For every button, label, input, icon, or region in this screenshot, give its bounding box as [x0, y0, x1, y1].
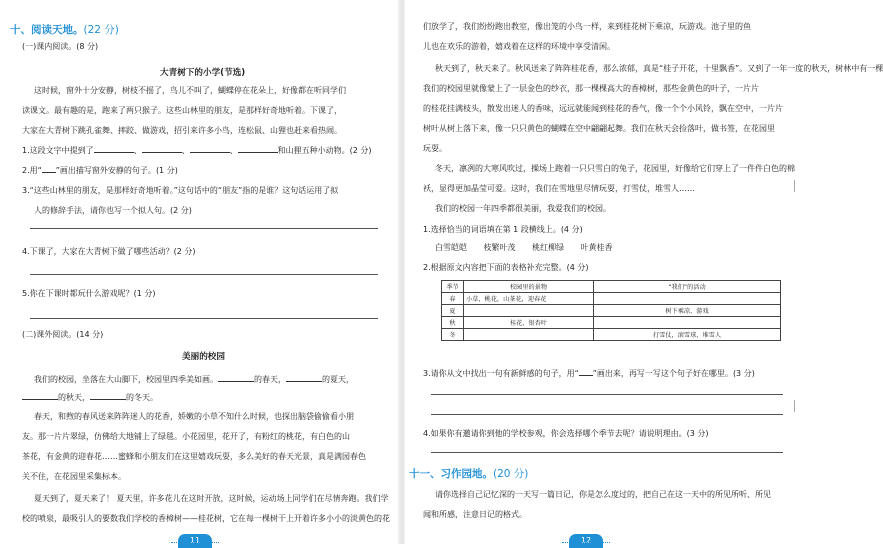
answer-blank[interactable]	[90, 392, 126, 400]
q3-text: 3.“这些山林里的朋友，是那样好奇地听着。”这句话中的“朋友”指的是谁？这句话运用了拟	[22, 186, 339, 195]
season-cell: 春	[442, 293, 464, 305]
wavy-line-sample	[42, 165, 56, 173]
answer-line[interactable]	[30, 274, 378, 275]
word-option: 枝繁叶茂	[483, 243, 516, 252]
q5-points: (1 分)	[133, 289, 156, 298]
table-row	[442, 329, 781, 341]
answer-line[interactable]	[431, 394, 783, 395]
section-11-title: 十一、习作园地。	[409, 468, 493, 480]
passage2-line: 夏天到了，夏天来了！ 夏天里，许多花儿在这时开放，这时候，运动场上同学们在尽情奔跑。我们学	[34, 494, 389, 503]
rq4-text: 4.如果你有邀请你到他的学校参观，你会选择哪个季节去呢？请说明理由。	[423, 429, 687, 438]
part1-header	[22, 42, 98, 52]
passage2-line: 树叶从树上落下来，像一只只黄色的蝴蝶在空中翩翩起舞。我们在秋天会捡落叶，做书签，在花园里	[423, 124, 775, 133]
right-page	[405, 0, 883, 545]
table-header: 季节	[442, 281, 464, 293]
word-option: 叶黄桂香	[580, 243, 613, 252]
scene-cell[interactable]	[464, 329, 594, 341]
table-header: 校园里的景物	[464, 281, 594, 293]
question-2	[22, 165, 178, 176]
passage2-line: 校的喷泉，最吸引人的要数我们学校的香樟树——桂花树，它在每一棵树干上开着许多小小的淡黄色的花	[22, 514, 390, 523]
answer-blank[interactable]	[142, 145, 182, 153]
activity-cell[interactable]	[594, 293, 781, 305]
part2-title: (二)课外阅读。	[22, 330, 77, 339]
question-r2	[423, 262, 589, 273]
season-cell: 冬	[442, 329, 464, 341]
passage2-title: 美丽的校园	[182, 352, 225, 362]
question-3-line-2	[34, 205, 192, 216]
writing-prompt-line: 请你选择自己记忆深的一天写一篇日记，你是怎么度过的，把自己在这一天中的所见所听、所见	[435, 490, 771, 499]
q2-text: 2.用“	[22, 166, 42, 175]
q4-text: 4.下课了，大家在大青树下做了哪些活动？	[22, 247, 174, 256]
intro-autumn: 的秋天，	[58, 393, 90, 402]
answer-blank[interactable]	[22, 392, 58, 400]
question-3-line-1	[22, 185, 338, 196]
q1-text: 1.这段文字中提到了	[22, 146, 94, 155]
q3-points: (2 分)	[170, 206, 192, 215]
season-table	[441, 280, 781, 341]
table-row	[442, 305, 781, 317]
passage2-line: 的桂花挂满枝头，散发出迷人的香味，远远就能闻到桂花的香气，像一个个小风铃，飘在空中，一片片	[423, 104, 783, 113]
passage2-line: 我们的校园一年四季都很美丽，我爱我们的校园。	[435, 204, 611, 213]
passage2-line: 我们的校园里就像蒙上了一层金色的纱衣，那一棵棵高大的香樟树，那些金黄色的叶子，一片片	[423, 84, 759, 93]
left-page	[0, 0, 400, 544]
passage2-line: 友。那一片片翠绿，仿佛给大地铺上了绿毯。小花园里，花开了，有粉红的桃花，有白色的山	[22, 432, 350, 441]
passage2-line: 们放学了，我们纷纷跑出教室，像出笼的小鸟一样，来到桂花树下乘凉，玩游戏。池子里的鱼	[423, 22, 751, 31]
activity-cell[interactable]	[594, 317, 781, 329]
intro-spring: 的春天，	[254, 375, 286, 384]
answer-line[interactable]	[30, 318, 378, 319]
season-cell: 夏	[442, 305, 464, 317]
intro-winter: 的冬天。	[126, 393, 158, 402]
activity-cell: 打雪仗，滚雪球，堆雪人	[594, 329, 781, 341]
rq3-text: 3.请你从文中找出一句有新鲜感的句子，用“	[423, 369, 579, 378]
wavy-line-sample	[579, 368, 593, 376]
word-option: 桃红柳绿	[532, 243, 565, 252]
passage2-line: 关不住，在花园里采集标本。	[22, 472, 126, 481]
intro-summer: 的夏天，	[322, 375, 354, 384]
passage1-line: 大家在大青树下跳孔雀舞、摔跤、做游戏，招引来许多小鸟，连松鼠、山狸也赶来看热闹。	[22, 126, 342, 135]
rq1-text: 1.选择恰当的词语填在第 1 段横线上。	[423, 225, 561, 234]
table-row	[442, 293, 781, 305]
passage2-intro-2	[22, 392, 158, 403]
part2-header	[22, 330, 103, 340]
page-number: 12	[569, 534, 603, 548]
passage2-line: 春天，和煦的春风送来阵阵迷人的花香，娇嫩的小草不知什么时候，也探出脑袋偷偷看小朋	[34, 412, 354, 421]
question-4	[22, 246, 196, 257]
q1-sep: 、	[181, 146, 190, 155]
passage2-line: 袄，显得更加晶莹可爱。这时，我们在雪地里尽情玩耍，打雪仗，堆雪人……	[423, 184, 695, 193]
q1-points: (2 分)	[349, 146, 372, 155]
section-11-points: (20 分)	[493, 468, 529, 480]
answer-line[interactable]	[30, 228, 378, 229]
q1-text-end: 和山狸五种小动物。	[277, 146, 350, 155]
q1-sep: 、	[133, 146, 142, 155]
answer-blank[interactable]	[218, 374, 254, 382]
answer-line[interactable]	[431, 452, 783, 453]
writing-prompt-line: 闻和所感，注意日记的格式。	[423, 510, 527, 519]
q4-points: (2 分)	[173, 247, 196, 256]
q5-text: 5.你在下课时都玩什么游戏呢？	[22, 289, 134, 298]
table-header: “我们”的活动	[594, 281, 781, 293]
q2-text-end: ”画出描写窗外安静的句子。	[55, 166, 156, 175]
q3-text-2: 人的修辞手法，请你也写一个拟人句。	[34, 206, 170, 215]
table-header-row	[442, 281, 781, 293]
page-number: 11	[178, 534, 212, 548]
question-r4	[423, 428, 709, 439]
passage2-line: 秋天到了，秋天来了。秋风送来了阵阵桂花香，那么浓郁，真是“桂子开花，十里飘香”。又到了一年一度的秋天，树林中有一棵	[435, 64, 883, 73]
scene-cell[interactable]	[464, 305, 594, 317]
season-cell: 秋	[442, 317, 464, 329]
passage2-line: 玩耍。	[423, 144, 447, 153]
question-r1	[423, 224, 583, 235]
table-row	[442, 317, 781, 329]
rq2-points: (4 分)	[566, 263, 589, 272]
question-5	[22, 288, 156, 299]
passage2-intro	[34, 374, 354, 385]
rq3-text-end: ”画出来，再写一写这个句子好在哪里。	[592, 369, 733, 378]
passage1-title: 大青树下的小学(节选)	[160, 68, 246, 78]
answer-blank[interactable]	[286, 374, 322, 382]
section-10-points: (22 分)	[83, 24, 119, 36]
word-options	[435, 242, 613, 253]
word-option: 白雪皑皑	[435, 243, 467, 252]
page-edge-mark	[794, 400, 798, 412]
part2-points: (14 分)	[76, 330, 104, 339]
scene-cell: 小草，桃花，山茶花，迎春花	[464, 293, 594, 305]
q2-points: (1 分)	[155, 166, 178, 175]
answer-line[interactable]	[431, 414, 783, 415]
answer-blank[interactable]	[94, 145, 134, 153]
answer-blank[interactable]	[190, 145, 230, 153]
activity-cell: 树下乘凉，游戏	[594, 305, 781, 317]
intro-text: 我们的校园，坐落在大山脚下，校园里四季美如画。	[34, 375, 218, 384]
part1-title: (一)课内阅读。	[22, 42, 77, 51]
section-10-title: 十、阅读天地。	[10, 24, 84, 36]
question-r3	[423, 368, 755, 379]
rq3-points: (3 分)	[732, 369, 755, 378]
q1-sep: 、	[229, 146, 238, 155]
scene-cell: 桂花，银杏叶	[464, 317, 594, 329]
passage2-line: 儿也在欢乐的游着，嬉戏着在这样的环境中享受清闲。	[423, 42, 615, 51]
page-edge-mark	[794, 180, 798, 192]
rq1-points: (4 分)	[560, 225, 583, 234]
passage1-line: 这时候，窗外十分安静，树枝不摇了，鸟儿不叫了，蝴蝶停在花朵上，好像都在听同学们	[34, 86, 346, 95]
rq2-text: 2.根据原文内容把下面的表格补充完整。	[423, 263, 567, 272]
rq4-points: (3 分)	[686, 429, 709, 438]
question-1	[22, 145, 372, 156]
passage2-line: 茶花，有金黄的迎春花……蜜蜂和小朋友们在这里嬉戏玩耍，多么美好的春天光景，真是满园春色	[22, 452, 366, 461]
section-10-header	[10, 22, 119, 37]
section-11-header	[409, 466, 528, 481]
answer-blank[interactable]	[238, 145, 278, 153]
part1-points: (8 分)	[76, 42, 99, 51]
passage2-line: 冬天，凛冽的大寒风吹过，操场上跑着一只只雪白的兔子，花园里，好像给它们穿上了一件件白色的棉	[435, 164, 795, 173]
passage1-line: 读课文。最有趣的是，跑来了两只猴子。这些山林里的朋友，是那样好奇地听着。下课了，	[22, 106, 342, 115]
